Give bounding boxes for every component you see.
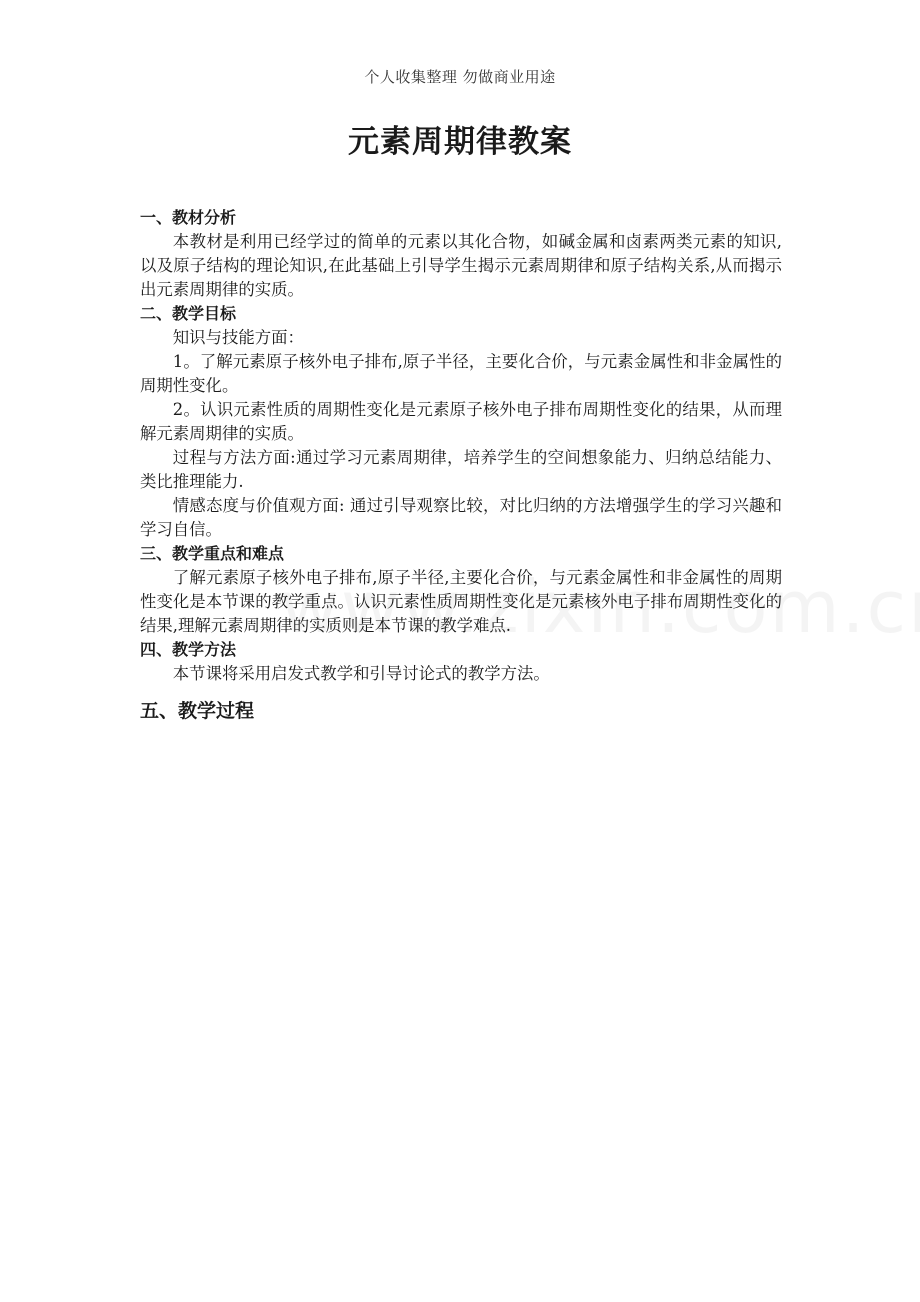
page-header: 个人收集整理 勿做商业用途 (364, 68, 556, 86)
section-heading-teaching-methods: 四、教学方法 (140, 640, 237, 659)
section-heading-key-points: 三、教学重点和难点 (140, 544, 285, 563)
section-heading-teaching-goals: 二、教学目标 (140, 304, 237, 323)
paragraph: 2。认识元素性质的周期性变化是元素原子核外电子排布周期性变化的结果，从而理解元素周期律的实质。 (140, 400, 782, 443)
paragraph: 1。了解元素原子核外电子排布,原子半径，主要化合价，与元素金属性和非金属性的周期性变化。 (140, 352, 782, 395)
section-heading-textbook-analysis: 一、教材分析 (140, 208, 237, 227)
document-body (140, 206, 782, 726)
paragraph: 过程与方法方面:通过学习元素周期律，培养学生的空间想象能力、归纳总结能力、类比推理能力. (140, 448, 782, 491)
paragraph: 本教材是利用已经学过的简单的元素以其化合物，如碱金属和卤素两类元素的知识,以及原子结构的理论知识,在此基础上引导学生揭示元素周期律和原子结构关系,从而揭示出元素周期律的实质。 (140, 232, 782, 299)
document-title: 元素周期律教案 (348, 124, 572, 160)
paragraph: 知识与技能方面： (172, 328, 304, 347)
paragraph: 了解元素原子核外电子排布,原子半径,主要化合价，与元素金属性和非金属性的周期性变化是本节课的教学重点。认识元素性质周期性变化是元素核外电子排布周期性变化的结果,理解元素周期律的实质则是本节课的教学难点. (140, 568, 782, 635)
paragraph: 情感态度与价值观方面: 通过引导观察比较，对比归纳的方法增强学生的学习兴趣和学习自信。 (140, 496, 782, 539)
section-heading-teaching-process: 五、教学过程 (140, 700, 255, 722)
paragraph: 本节课将采用启发式教学和引导讨论式的教学方法。 (172, 664, 550, 683)
